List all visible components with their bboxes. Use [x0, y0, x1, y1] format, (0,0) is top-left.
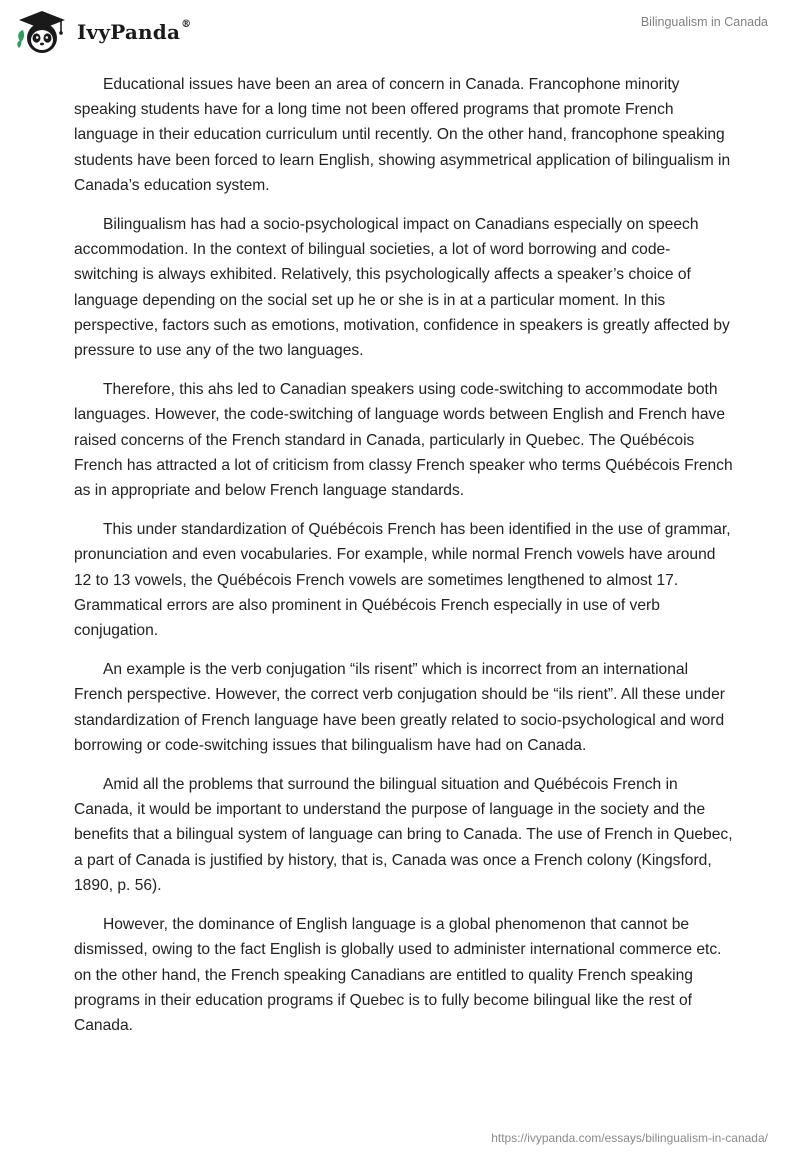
essay-body: [74, 72, 734, 1052]
paragraph: Bilingualism has had a socio-psychological impact on Canadians especially on speech accommodation. In the context of bilingual societies, a lot of word borrowing and code-switching is always exhibited. Relatively, this psychologically affects a speaker’s choice of language depending on the social set up he or she is in at a particular moment. In this perspective, factors such as emotions, motivation, confidence in speakers is greatly affected by pressure to use any of the two languages.: [74, 216, 730, 360]
document-title: Bilingualism in Canada: [640, 15, 768, 29]
paragraph: Amid all the problems that surround the bilingual situation and Québécois French in Canada, it would be important to understand the purpose of language in the society and the benefits that a bilingual system of language can bring to Canada. The use of French in Quebec, a part of Canada is justified by history, that is, Canada was once a French colony (Kingsford, 1890, p. 56).: [74, 776, 733, 894]
ivypanda-logo[interactable]: [15, 8, 191, 56]
paragraph: However, the dominance of English language is a global phenomenon that cannot be dismissed, owing to the fact English is globally used to administer international commerce etc. on the other hand, the French speaking Canadians are entitled to quality French speaking programs in their education programs if Quebec is to fully become bilingual like the rest of Canada.: [74, 916, 722, 1034]
paragraph: Therefore, this ahs led to Canadian speakers using code-switching to accommodate both languages. However, the code-switching of language words between English and French have raised concerns of the French standard in Canada, particularly in Quebec. The Québécois French has attracted a lot of criticism from classy French speaker who terms Québécois French as in appropriate and below French language standards.: [74, 381, 733, 500]
paragraph: This under standardization of Québécois French has been identified in the use of grammar, pronunciation and even vocabularies. For example, while normal French vowels have around 12 to 13 vowels, the Québécois French vowels are sometimes lengthened to almost 17. Grammatical errors are also prominent in Québécois French especially in use of verb conjugation.: [74, 521, 731, 640]
brand-name: IvyPanda®: [77, 19, 192, 44]
paragraph: Educational issues have been an area of concern in Canada. Francophone minority speaking students have for a long time not been offered programs that promote French language in their education curriculum until recently. On the other hand, francophone speaking students have been forced to learn English, showing asymmetrical application of bilingualism in Canada’s education system.: [74, 76, 731, 194]
page-header: [0, 0, 800, 60]
source-url[interactable]: https://ivypanda.com/essays/bilingualism-in-canada/: [491, 1131, 768, 1145]
panda-graduation-cap-icon: [15, 8, 69, 56]
paragraph: An example is the verb conjugation “ils risent” which is incorrect from an international French perspective. However, the correct verb conjugation should be “ils rient”. All these under standardization of French language have been greatly related to socio-psychological and word borrowing or code-switching issues that bilingualism have had on Canada.: [74, 661, 725, 754]
